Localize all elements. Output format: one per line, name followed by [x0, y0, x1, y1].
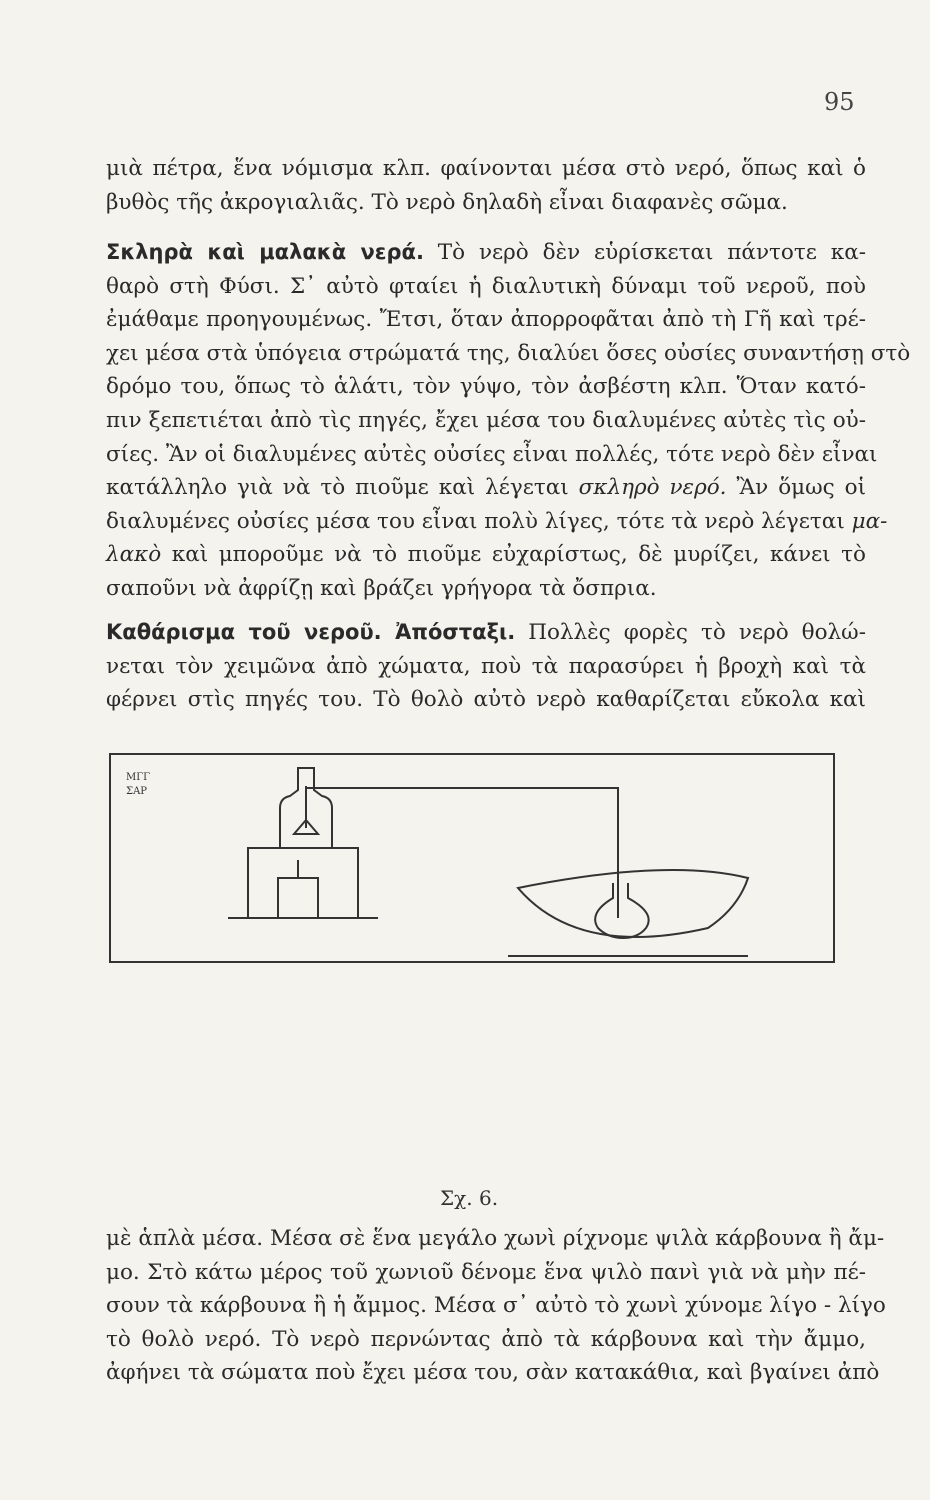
text-segment: Τὸ νερὸ δὲν εὑρίσκεται πάντοτε κα- [437, 240, 866, 265]
text-line: σίες. Ἂν οἱ διαλυμένες αὐτὲς οὐσίες εἶναι πολλές, τότε νερὸ δὲν εἶναι [106, 441, 878, 467]
text-segment: Πολλὲς φορὲς τὸ νερὸ θολώ- [528, 620, 866, 645]
figure-mark-1: ΜΓΓ [126, 772, 151, 783]
text-line: πιν ξεπετιέται ἀπὸ τὶς πηγές, ἔχει μέσα του διαλυμένες αὐτὲς τὶς οὐ- [106, 407, 866, 433]
text-segment: κατάλληλο γιὰ νὰ τὸ πιοῦμε καὶ λέγεται [106, 475, 569, 501]
text-line: δρόμο του, ὅπως τὸ ἁλάτι, τὸν γύψο, τὸν ἀσβέστη κλπ. Ὅταν κατό- [106, 374, 866, 400]
section-heading-water-cleaning: Καθάρισμα τοῦ νεροῦ. Ἀπόσταξι. [106, 620, 516, 644]
paragraph-water-cleaning [106, 616, 866, 717]
text-line [106, 538, 866, 572]
text-line [106, 505, 888, 539]
delivery-tube [306, 786, 618, 918]
section-heading-hard-soft-water: Σκληρὰ καὶ μαλακὰ νερά. [106, 240, 424, 264]
spirit-burner [278, 878, 318, 918]
text-line: τὸ θολὸ νερό. Τὸ νερὸ περνώντας ἀπὸ τὰ κάρβουνα καὶ τὴν ἄμμο, [106, 1326, 866, 1352]
distillation-apparatus-illustration [108, 748, 838, 988]
receiving-flask [595, 883, 648, 938]
distillation-figure [108, 748, 838, 988]
text-line [106, 616, 866, 650]
text-segment: βυθὸς τῆς ἀκρογιαλιᾶς. Τὸ νερὸ δηλαδὴ εἶναι διαφανὲς σῶμα. [106, 189, 788, 215]
text-segment: Ἂν ὅμως οἱ [736, 475, 867, 501]
paragraph-transparency [106, 152, 866, 219]
text-line: μιὰ πέτρα, ἕνα νόμισμα κλπ. φαίνονται μέσα στὸ νερό, ὅπως καὶ ὁ [106, 156, 866, 181]
text-line: φέρνει στὶς πηγές του. Τὸ θολὸ αὐτὸ νερὸ καθαρίζεται εὔκολα καὶ [106, 687, 866, 713]
paragraph-hard-soft-water [106, 236, 911, 606]
text-segment: σαποῦνι νὰ ἀφρίζῃ καὶ βράζει γρήγορα τὰ ὄσπρια. [106, 575, 657, 601]
text-line: ἀφήνει τὰ σώματα ποὺ ἔχει μέσα του, σὰν κατακάθια, καὶ βγαίνει ἀπὸ [106, 1360, 880, 1386]
burner-stand [248, 848, 358, 918]
text-line: μο. Στὸ κάτω μέρος τοῦ χωνιοῦ δένομε ἕνα ψιλὸ πανὶ γιὰ νὰ μὴν πέ- [106, 1259, 866, 1285]
text-line: νεται τὸν χειμῶνα ἀπὸ χώματα, ποὺ τὰ παρασύρει ἡ βροχὴ καὶ τὰ [106, 653, 866, 679]
figure-caption: Σχ. 6. [440, 1186, 499, 1210]
cooling-bowl [518, 870, 748, 937]
figure-frame [110, 754, 834, 962]
text-line [106, 471, 866, 505]
text-segment: διαλυμένες οὐσίες μέσα του εἶναι πολὺ λίγες, τότε τὰ νερὸ λέγεται [106, 508, 845, 534]
term-hard-water: σκληρὸ νερό. [578, 475, 727, 501]
text-line [106, 236, 866, 270]
figure-mark-2: ΣΑΡ [126, 786, 148, 797]
text-line: θαρὸ στὴ Φύσι. Σ᾽ αὐτὸ φταίει ἡ διαλυτικὴ δύναμι τοῦ νεροῦ, ποὺ [106, 273, 866, 299]
paragraph-filtering [106, 1222, 886, 1390]
text-line: σουν τὰ κάρβουνα ἢ ἡ ἄμμος. Μέσα σ᾽ αὐτὸ τὸ χωνὶ χύνομε λίγο - λίγο [106, 1293, 886, 1319]
text-line: χει μέσα στὰ ὑπόγεια στρώματά της, διαλύει ὅσες οὐσίες συναντήσῃ στὸ [106, 340, 911, 366]
text-segment: καὶ μποροῦμε νὰ τὸ πιοῦμε εὐχαρίστως, δὲ μυρίζει, κάνει τὸ [171, 542, 866, 568]
term-soft-water: μα- [851, 508, 888, 534]
text-line [106, 186, 866, 220]
term-soft-water-cont: λακὸ [106, 542, 162, 568]
text-line: μὲ ἁπλὰ μέσα. Μέσα σὲ ἕνα μεγάλο χωνὶ ρίχνομε ψιλὰ κάρβουνα ἢ ἄμ- [106, 1226, 885, 1251]
text-line [106, 572, 866, 606]
text-line: ἐμάθαμε προηγουμένως. Ἔτσι, ὅταν ἀπορροφᾶται ἀπὸ τὴ Γῆ καὶ τρέ- [106, 307, 866, 333]
page-number: 95 [824, 88, 855, 116]
